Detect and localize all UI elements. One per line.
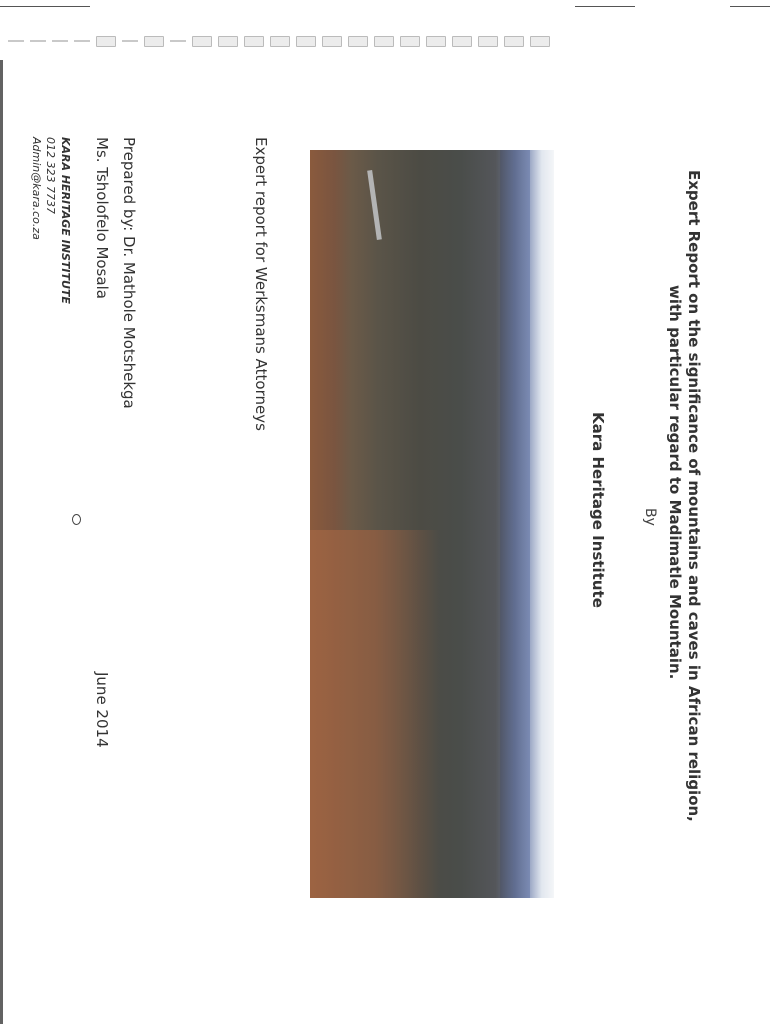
report-title-line1: Expert Report on the significance of mountains and caves in African religion, — [685, 170, 703, 822]
scan-artifact-header — [0, 0, 770, 58]
scan-edge-line — [730, 6, 770, 7]
circle-mark — [72, 514, 81, 525]
scan-left-edge — [0, 60, 3, 1024]
report-date: June 2014 — [93, 672, 111, 748]
prepared-by-line: Prepared by: Dr. Mathole Motshekga — [120, 137, 138, 409]
contact-phone: 012 323 7737 — [44, 137, 57, 214]
scan-edge-line — [0, 6, 90, 7]
scan-edge-line — [575, 6, 635, 7]
mountain-landscape-photo — [310, 150, 554, 898]
institute-name: Kara Heritage Institute — [589, 412, 607, 608]
photo-light-streak — [367, 170, 382, 240]
commissioned-for-line: Expert report for Werksmans Attorneys — [252, 137, 270, 431]
scan-artifact-strip — [0, 30, 770, 52]
photo-mountain-ridge — [500, 150, 530, 898]
co-author-line: Ms. Tsholofelo Mosala — [93, 137, 111, 299]
contact-email: Admin@kara.co.za — [30, 137, 43, 240]
contact-organisation: KARA HERITAGE INSTITUTE — [59, 137, 72, 304]
report-title-line2: with particular regard to Madimatle Mountain. — [666, 285, 684, 680]
by-label: By — [642, 508, 658, 526]
photo-foreground-slope — [310, 530, 440, 898]
